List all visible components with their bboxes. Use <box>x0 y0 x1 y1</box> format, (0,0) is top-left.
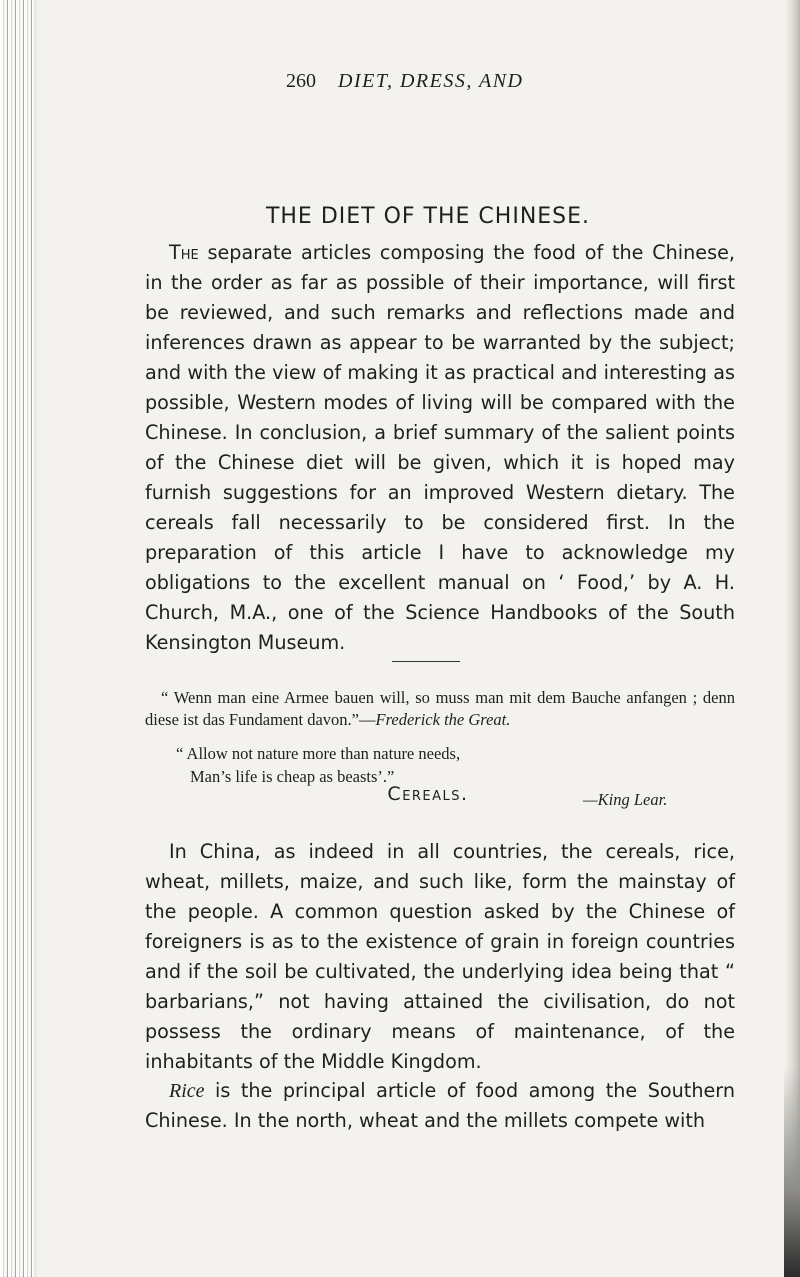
intro-text: separate articles composing the food of the Chinese, in the order as far as possible of their importance, will first be reviewed, and such remarks and reflections made and inferences drawn as appear to be warranted by the subject; and with the view of making it as practical and interesting as possible, Western modes of living will be compared with the Chinese. In conclusion, a brief summary of the salient points of the Chinese diet will be given, which it is hoped may furnish suggestions for an improved Western dietary. The cereals fall necessarily to be considered first. In the preparation of this article I have to acknowledge my obligations to the excellent manual on ‘ Food,’ by A. H. Church, M.A., one of the Science Handbooks of the South Kensington Museum. <box>145 241 735 654</box>
epigraph-frederick-attribution: Frederick the Great. <box>375 710 511 729</box>
page-corner-shadow <box>784 1067 800 1277</box>
rice-term: Rice <box>169 1080 205 1102</box>
epigraph-frederick-text: “ Wenn man eine Armee bauen will, so muss man mit dem Bauche anfangen ; denn diese ist das Fundament davon.”— <box>145 688 735 729</box>
book-binding-edge <box>0 0 38 1277</box>
epigraph-lear-line-1: “ Allow not nature more than nature needs, <box>176 744 461 763</box>
intro-paragraph <box>145 238 735 658</box>
intro-first-word: The <box>169 241 199 264</box>
cereals-heading: Cereals. <box>387 783 469 805</box>
rice-text: is the principal article of food among the Southern Chinese. In the north, wheat and the millets compete with <box>145 1079 735 1132</box>
cereals-paragraph: In China, as indeed in all countries, the cereals, rice, wheat, millets, maize, and such like, form the mainstay of the people. A common question asked by the Chinese of foreigners is as to the existence of grain in foreign countries and if the soil be cultivated, the underlying idea being that “ barbarians,” not having attained the civilisation, do not possess the ordinary means of maintenance, of the inhabitants of the Middle Kingdom. <box>145 840 735 1073</box>
running-head <box>286 70 586 102</box>
rice-paragraph <box>145 1076 735 1136</box>
section-title: THE DIET OF THE CHINESE. <box>265 204 591 229</box>
page-number: 260 <box>286 70 316 92</box>
section-divider <box>392 661 460 662</box>
epigraph-lear-line-2: Man’s life is cheap as beasts’.” <box>190 767 395 786</box>
running-title: DIET, DRESS, AND <box>338 70 524 92</box>
epigraph-lear-attribution: —King Lear. <box>583 790 668 809</box>
epigraph-frederick <box>145 687 735 731</box>
